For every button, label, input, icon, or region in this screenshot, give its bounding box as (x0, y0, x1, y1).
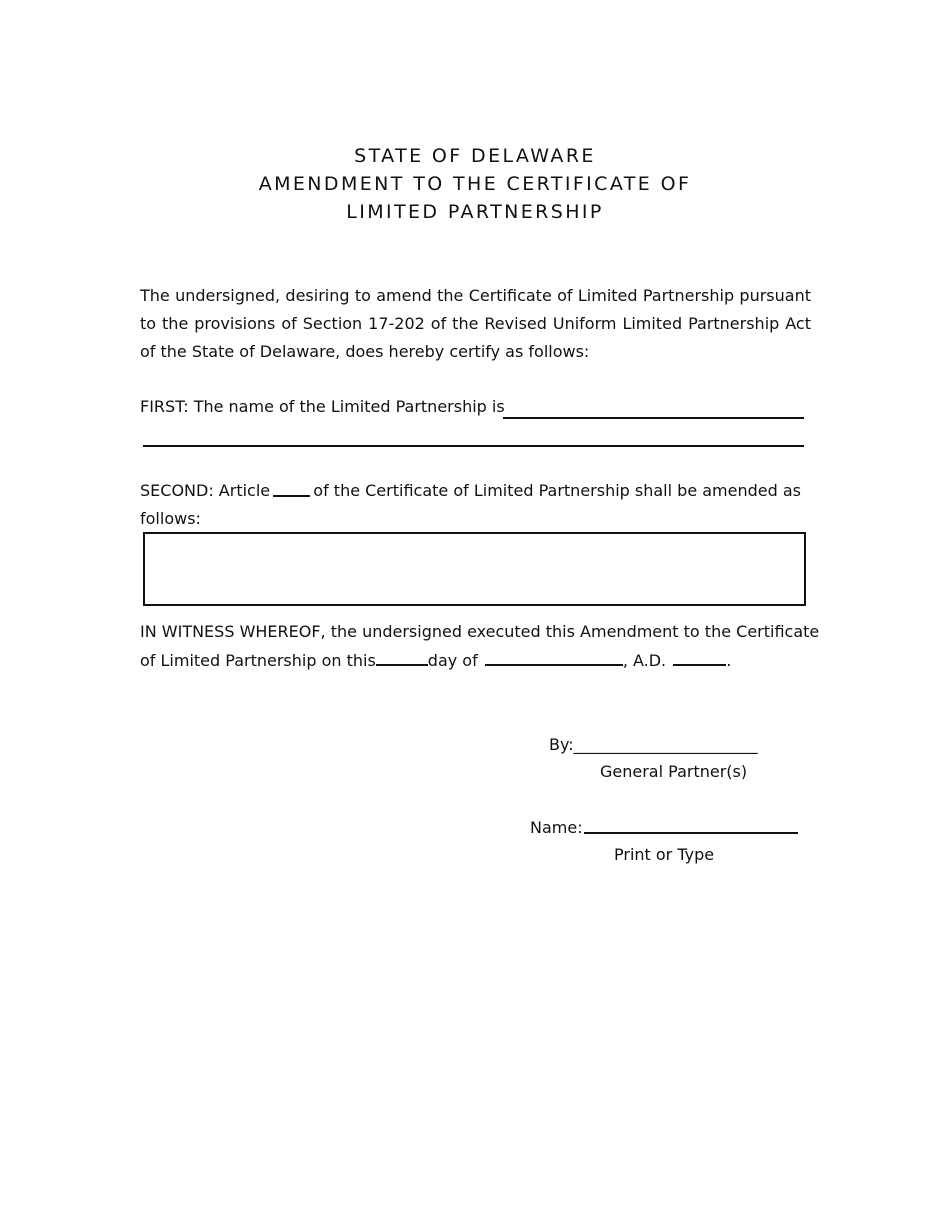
witness-line-2-start: of Limited Partnership on this (140, 651, 376, 670)
witness-period: . (726, 651, 732, 670)
day-of-label: day of (427, 651, 478, 670)
intro-paragraph: The undersigned, desiring to amend the Certificate of Limited Partnership pursuant to the provisions of Section 17-202 of the Revised Uniform Limited Partnership Act of the State of Delaware, does hereby certify as follows: (140, 286, 811, 361)
year-field[interactable] (673, 646, 726, 666)
second-label-row (140, 477, 801, 505)
by-caption: General Partner(s) (600, 762, 748, 781)
partnership-name-field-line-2[interactable] (143, 445, 804, 447)
second-label-start: SECOND: Article (140, 481, 271, 500)
month-field[interactable] (485, 646, 623, 666)
name-label: Name: (530, 818, 583, 837)
witness-line-2 (140, 646, 731, 675)
partnership-name-field[interactable] (503, 417, 804, 419)
second-label-end: of the Certificate of Limited Partnership shall be amended as (313, 481, 801, 500)
name-field[interactable] (584, 832, 798, 834)
by-signature-field[interactable]: By:_______________________ (549, 735, 758, 754)
title-line-1: STATE OF DELAWARE (354, 145, 596, 167)
day-field[interactable] (376, 646, 428, 666)
name-caption: Print or Type (614, 845, 715, 864)
second-follows: follows: (140, 509, 201, 528)
ad-label: , A.D. (622, 651, 667, 670)
title-line-3: LIMITED PARTNERSHIP (346, 201, 604, 223)
witness-line-1: IN WITNESS WHEREOF, the undersigned executed this Amendment to the Certificate (140, 622, 820, 641)
first-label: FIRST: The name of the Limited Partnership is (140, 397, 505, 416)
title-line-2: AMENDMENT TO THE CERTIFICATE OF (258, 173, 692, 195)
amendment-text-box[interactable] (143, 532, 806, 606)
document-title (0, 142, 950, 226)
article-number-field[interactable] (273, 477, 310, 497)
